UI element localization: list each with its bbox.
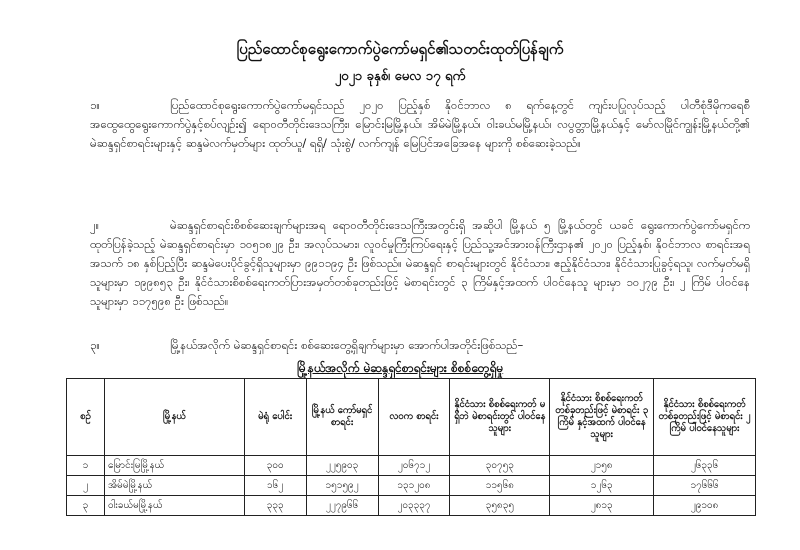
table-cell: ၃၅၈၃၅ (450, 496, 550, 516)
table-cell: ဝါးခယ်မမြို့နယ် (104, 496, 244, 516)
document-title: ပြည်ထောင်စုရွေးကောက်ပွဲကော်မရှင်၏သတင်းထုတ်ပြန်ချက် (236, 40, 564, 58)
table-row (67, 496, 756, 516)
paragraph-text: ပြည်ထောင်စုရွေးကောက်ပွဲကော်မရှင်သည် ၂၀၂၀ ပြည့်နှစ် နိုဝင်ဘာလ ၈ ရက်နေ့တွင် ကျင်းပပြုလုပ်သည့် ပါတီစုံဒီမိုကရေစီအထွေထွေရွေးကောက်ပွဲနှင့်စပ်လျဉ်း၍ ရောဝတီတိုင်းဒေသကြီး၊ မြောင်းမြမြို့နယ်၊ အိမ်မဲမြို့နယ်၊ ဝါးခယ်မမြို့နယ်၊ လပွတ္တာမြို့နယ်နှင့် မော်လမြိုင်ကျွန်းမြို့နယ်တို့၏ မဲဆန္ဒရှင်စာရင်းများနှင့် ဆန္ဒမဲလက်မှတ်များ ထုတ်ယူ/ ရရှိ/ သုံးစွဲ/ လက်ကျန် မြေပြင်အခြေအနေ များကို စစ်ဆေးခဲ့သည်။ (90, 98, 750, 150)
table-cell: ၂၆၃၃၆ (654, 456, 756, 476)
table-header-row (67, 379, 756, 456)
table-cell: ၃၃၃ (244, 496, 306, 516)
header-cell: စဉ် (67, 379, 105, 456)
table-cell: ၂၀၃၃၃၇ (378, 496, 450, 516)
paragraph-number: ၁။ (90, 98, 100, 112)
table-cell: ၂ (67, 476, 105, 496)
header-cell: နိုင်ငံသား စိစစ်ရေးကတ် မရှိဘဲ မဲစာရင်းတွင် ပါဝင်နေသူများ (450, 379, 550, 456)
table-row (67, 476, 756, 496)
table-cell: မြောင်းမြမြို့နယ် (104, 456, 244, 476)
header-cell: မြို့နယ် (104, 379, 244, 456)
table-cell: ၁ (67, 456, 105, 476)
table-cell: ၁၆၂ (244, 476, 306, 496)
paragraph-number: ၃။ (90, 338, 100, 352)
table-cell: ၁၃၁၂၀၈ (378, 476, 450, 496)
header-cell: မြို့နယ် ကော်မရှင် စာရင်း (306, 379, 378, 456)
table-cell: ၂၁၅၈ (550, 456, 654, 476)
header-cell: နိုင်ငံသား စိစစ်ရေးကတ် တစ်ခုတည်းဖြင့် မဲစာရင်း ၃ ကြိမ် နှင့်အထက် ပါဝင်နေသူများ (550, 379, 654, 456)
header-cell: မဲရုံ ပေါင်း (244, 379, 306, 456)
paragraph-2 (90, 216, 750, 311)
table-cell: ၁၁၅၆၈ (450, 476, 550, 496)
table-cell: ၂၂၇၉၆၆ (306, 496, 378, 516)
table-row (67, 456, 756, 476)
table-cell: ၂၀၆၇၁၂ (378, 456, 450, 476)
paragraph-1 (90, 96, 750, 153)
table-title: မြို့နယ်အလိုက် မဲဆန္ဒရှင်စာရင်းများ စိစစ်တွေ့ရှိမှု (296, 361, 504, 375)
header-cell: နိုင်ငံသား စိစစ်ရေးကတ် တစ်ခုတည်းဖြင့် မဲစာရင်း ၂ ကြိမ် ပါဝင်နေသူများ (654, 379, 756, 456)
table-cell: ၁၇၆၆၆ (654, 476, 756, 496)
table-cell: ၂၉၁၀၈ (654, 496, 756, 516)
header-cell: လဝက စာရင်း (378, 379, 450, 456)
table-cell: ၃ (67, 496, 105, 516)
paragraph-3 (90, 336, 750, 355)
paragraph-text: မြို့နယ်အလိုက် မဲဆန္ဒရှင်စာရင်း စစ်ဆေးတွေ့ရှိချက်များမှာ အောက်ပါအတိုင်းဖြစ်သည်– (170, 338, 524, 352)
paragraph-text: မဲဆန္ဒရှင်စာရင်းစိစစ်ဆေးချက်များအရ ရောဝတီတိုင်းဒေသကြီးအတွင်းရှိ အဆိုပါ မြို့နယ် ၅ မြို့နယ်တွင် ယခင် ရွေးကောက်ပွဲကော်မရှင်က ထုတ်ပြန်ခဲ့သည့် မဲဆန္ဒရှင်စာရင်းမှာ ၁၀၅၁၈၂၉ ဦး၊ အလုပ်သမား၊ လူဝင်မှုကြီးကြပ်ရေးနှင့် ပြည်သူ့အင်အားဝန်ကြီးဌာန၏ ၂၀၂၀ ပြည့်နှစ်၊ နိုဝင်ဘာလ စာရင်းအရ အသက် ၁၈ နှစ်ပြည့်ပြီး ဆန္ဒမဲပေးပိုင်ခွင့်ရှိသူများမှာ ၉၉၁၁၉၄ ဦး ဖြစ်သည်။ မဲဆန္ဒရှင် စာရင်းများတွင် နိုင်ငံသား၊ ဧည့်နိုင်ငံသား၊ နိုင်ငံသားပြုခွင့်ရသူ၊ လက်မှတ်မရှိသူများမှာ ၁၉၉၈၅၃ ဦး၊ နိုင်ငံသားစိစစ်ရေးကတ်ပြားအမှတ်တစ်ခုတည်းဖြင့် မဲစာရင်းတွင် ၃ ကြိမ်နှင့်အထက် ပါဝင်နေသူ များမှာ ၁၀၂၇၉ ဦး၊ ၂ ကြိမ် ပါဝင်နေသူများမှာ ၁၁၇၅၉၈ ဦး ဖြစ်သည်။ (90, 218, 750, 308)
table-cell: ၃၀၇၅၃ (450, 456, 550, 476)
table-cell: ၁၂၆၃ (550, 476, 654, 496)
table-cell: ၂၈၁၃ (550, 496, 654, 516)
table-cell: ၂၂၅၉၀၃ (306, 456, 378, 476)
results-table (66, 378, 756, 516)
table-cell: ၁၅၁၅၉၂ (306, 476, 378, 496)
table-cell: ၃၀၀ (244, 456, 306, 476)
document-date: ၂၀၂၁ ခုနှစ်၊ မေလ ၁၇ ရက် (334, 69, 466, 84)
paragraph-number: ၂။ (90, 218, 100, 232)
table-cell: အိမ်မဲမြို့နယ် (104, 476, 244, 496)
